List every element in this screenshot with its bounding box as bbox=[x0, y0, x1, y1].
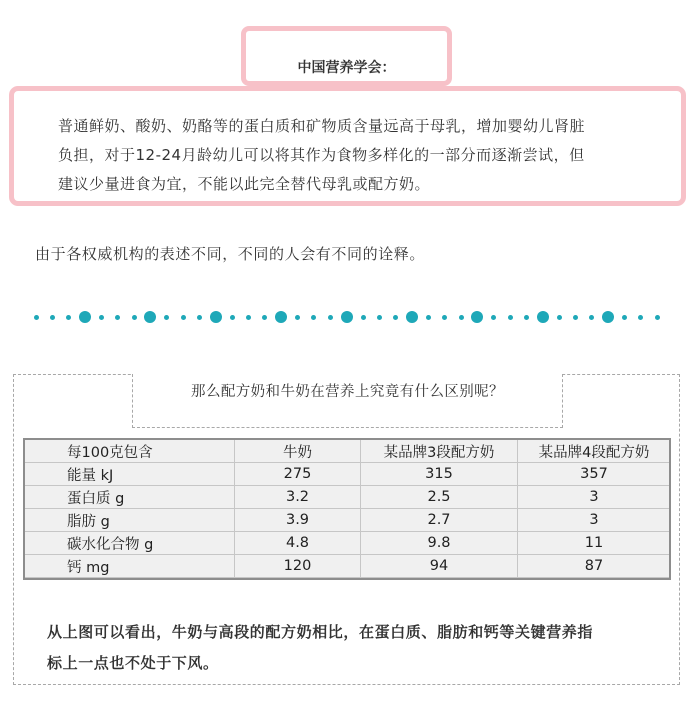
table-row bbox=[25, 532, 671, 555]
divider-dot-small bbox=[50, 315, 55, 320]
table-cell: 357 bbox=[518, 463, 671, 486]
divider-dot-small bbox=[132, 315, 137, 320]
conclusion-line: 从上图可以看出，牛奶与高段的配方奶相比，在蛋白质、脂肪和钙等关键营养指 bbox=[47, 623, 594, 641]
divider-dot-small bbox=[262, 315, 267, 320]
divider-dot-small bbox=[34, 315, 39, 320]
divider-dot-small bbox=[311, 315, 316, 320]
table-cell: 315 bbox=[361, 463, 518, 486]
quote-line: 负担，对于12-24月龄幼儿可以将其作为食物多样化的一部分而逐渐尝试，但 bbox=[58, 146, 585, 164]
table-cell: 3 bbox=[518, 486, 671, 509]
table-cell: 碳水化合物 g bbox=[25, 532, 235, 555]
table-header-cell: 某品牌3段配方奶 bbox=[361, 440, 518, 463]
divider-dot-small bbox=[491, 315, 496, 320]
nutrition-table bbox=[24, 439, 671, 578]
table-cell: 120 bbox=[235, 555, 361, 578]
divider-dot-large bbox=[602, 311, 614, 323]
divider-dot-small bbox=[377, 315, 382, 320]
quote-source-tab bbox=[241, 26, 452, 86]
table-cell: 9.8 bbox=[361, 532, 518, 555]
table-cell: 能量 kJ bbox=[25, 463, 235, 486]
divider-dot-large bbox=[275, 311, 287, 323]
divider-dot-small bbox=[622, 315, 627, 320]
divider-dot-small bbox=[246, 315, 251, 320]
divider-dot-large bbox=[471, 311, 483, 323]
divider-dot-large bbox=[537, 311, 549, 323]
divider-dot-small bbox=[115, 315, 120, 320]
divider-dot-small bbox=[638, 315, 643, 320]
table-cell: 94 bbox=[361, 555, 518, 578]
table-cell: 蛋白质 g bbox=[25, 486, 235, 509]
divider-dot-small bbox=[197, 315, 202, 320]
divider-dot-large bbox=[79, 311, 91, 323]
divider-dot-small bbox=[442, 315, 447, 320]
table-header-cell: 某品牌4段配方奶 bbox=[518, 440, 671, 463]
divider-dot-small bbox=[66, 315, 71, 320]
divider-dot-small bbox=[573, 315, 578, 320]
divider-dot-small bbox=[164, 315, 169, 320]
divider-dot-small bbox=[230, 315, 235, 320]
conclusion-line: 标上一点也不处于下风。 bbox=[47, 654, 219, 672]
table-cell: 钙 mg bbox=[25, 555, 235, 578]
divider-dot-small bbox=[295, 315, 300, 320]
question-text: 那么配方奶和牛奶在营养上究竟有什么区别呢？ bbox=[191, 384, 504, 400]
divider-dot-small bbox=[181, 315, 186, 320]
divider-dot-small bbox=[557, 315, 562, 320]
dotted-divider bbox=[0, 306, 692, 328]
table-cell: 3.2 bbox=[235, 486, 361, 509]
table-cell: 11 bbox=[518, 532, 671, 555]
table-row bbox=[25, 555, 671, 578]
table-row bbox=[25, 509, 671, 532]
intro-paragraph: 由于各权威机构的表述不同，不同的人会有不同的诠释。 bbox=[35, 245, 426, 263]
quote-line: 建议少量进食为宜，不能以此完全替代母乳或配方奶。 bbox=[58, 175, 431, 193]
table-cell: 2.5 bbox=[361, 486, 518, 509]
table-cell: 3.9 bbox=[235, 509, 361, 532]
divider-dot-large bbox=[144, 311, 156, 323]
divider-dot-large bbox=[406, 311, 418, 323]
divider-dot-small bbox=[99, 315, 104, 320]
table-cell: 87 bbox=[518, 555, 671, 578]
divider-dot-small bbox=[655, 315, 660, 320]
divider-dot-small bbox=[459, 315, 464, 320]
divider-dot-small bbox=[589, 315, 594, 320]
divider-dot-large bbox=[341, 311, 353, 323]
divider-dot-small bbox=[328, 315, 333, 320]
table-header-cell: 每100克包含 bbox=[25, 440, 235, 463]
table-cell: 3 bbox=[518, 509, 671, 532]
table-row bbox=[25, 486, 671, 509]
table-header-cell: 牛奶 bbox=[235, 440, 361, 463]
table-cell: 2.7 bbox=[361, 509, 518, 532]
table-header-row bbox=[25, 440, 671, 463]
quote-text bbox=[58, 112, 662, 199]
divider-dot-small bbox=[361, 315, 366, 320]
question-box bbox=[132, 374, 563, 428]
divider-dot-small bbox=[524, 315, 529, 320]
divider-dot-small bbox=[426, 315, 431, 320]
table-row bbox=[25, 463, 671, 486]
table-cell: 4.8 bbox=[235, 532, 361, 555]
quote-line: 普通鲜奶、酸奶、奶酪等的蛋白质和矿物质含量远高于母乳，增加婴幼儿肾脏 bbox=[58, 117, 586, 135]
table-cell: 275 bbox=[235, 463, 361, 486]
table-cell: 脂肪 g bbox=[25, 509, 235, 532]
divider-dot-large bbox=[210, 311, 222, 323]
divider-dot-small bbox=[508, 315, 513, 320]
divider-dot-small bbox=[393, 315, 398, 320]
quote-box bbox=[9, 86, 686, 206]
quote-source-label: 中国营养学会： bbox=[297, 60, 396, 76]
conclusion-paragraph bbox=[47, 617, 657, 679]
